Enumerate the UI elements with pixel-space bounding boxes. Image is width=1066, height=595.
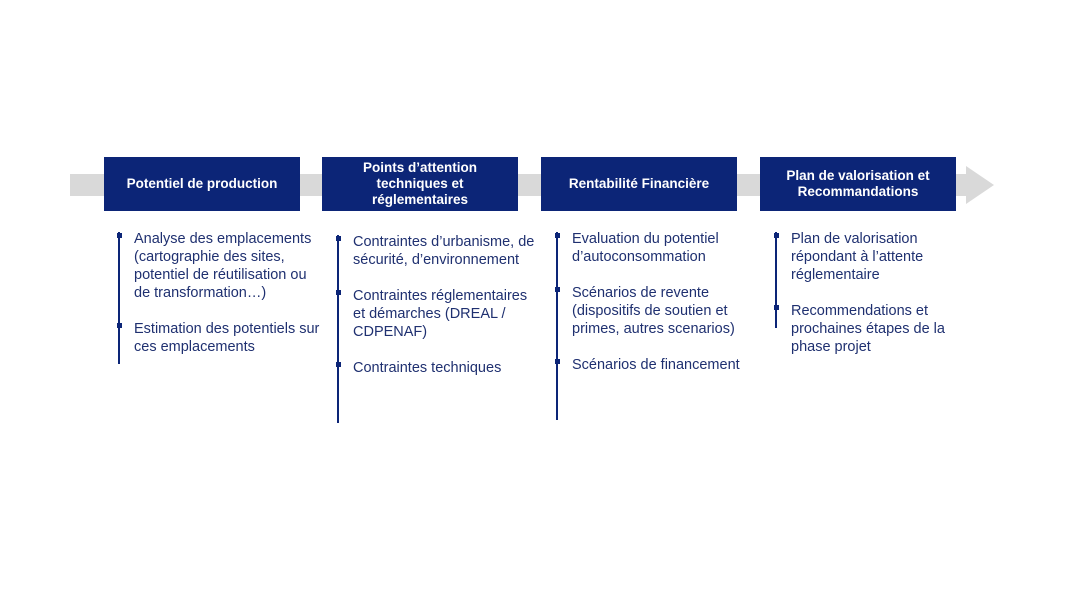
step-2-item-3: Contraintes techniques [333, 359, 539, 377]
step-1-list [114, 226, 320, 356]
step-4-title: Plan de valorisation et Recommandations [760, 157, 956, 211]
step-4-list [771, 226, 961, 356]
step-2-item-2: Contraintes réglementaires et démarches (DREAL / CDPENAF) [333, 287, 539, 341]
step-1-item-2: Estimation des potentiels sur ces emplacements [114, 320, 320, 356]
step-1-title: Potentiel de production [104, 157, 300, 211]
step-2-title: Points d’attention techniques et réglementaires [322, 157, 518, 211]
step-2-item-1: Contraintes d’urbanisme, de sécurité, d’environnement [333, 233, 539, 269]
step-3-title: Rentabilité Financière [541, 157, 737, 211]
step-3-item-3: Scénarios de financement [552, 356, 758, 374]
step-1-item-1: Analyse des emplacements (cartographie des sites, potentiel de réutilisation ou de transformation…) [114, 230, 320, 302]
step-3-item-2: Scénarios de revente (dispositifs de soutien et primes, autres scenarios) [552, 284, 758, 338]
step-2-list [333, 229, 539, 377]
step-3-item-1: Evaluation du potentiel d’autoconsommation [552, 230, 758, 266]
step-3-list [552, 226, 758, 374]
step-4-item-2: Recommendations et prochaines étapes de la phase projet [771, 302, 961, 356]
step-4-item-1: Plan de valorisation répondant à l’attente réglementaire [771, 230, 961, 284]
arrow-head-icon [966, 166, 994, 204]
